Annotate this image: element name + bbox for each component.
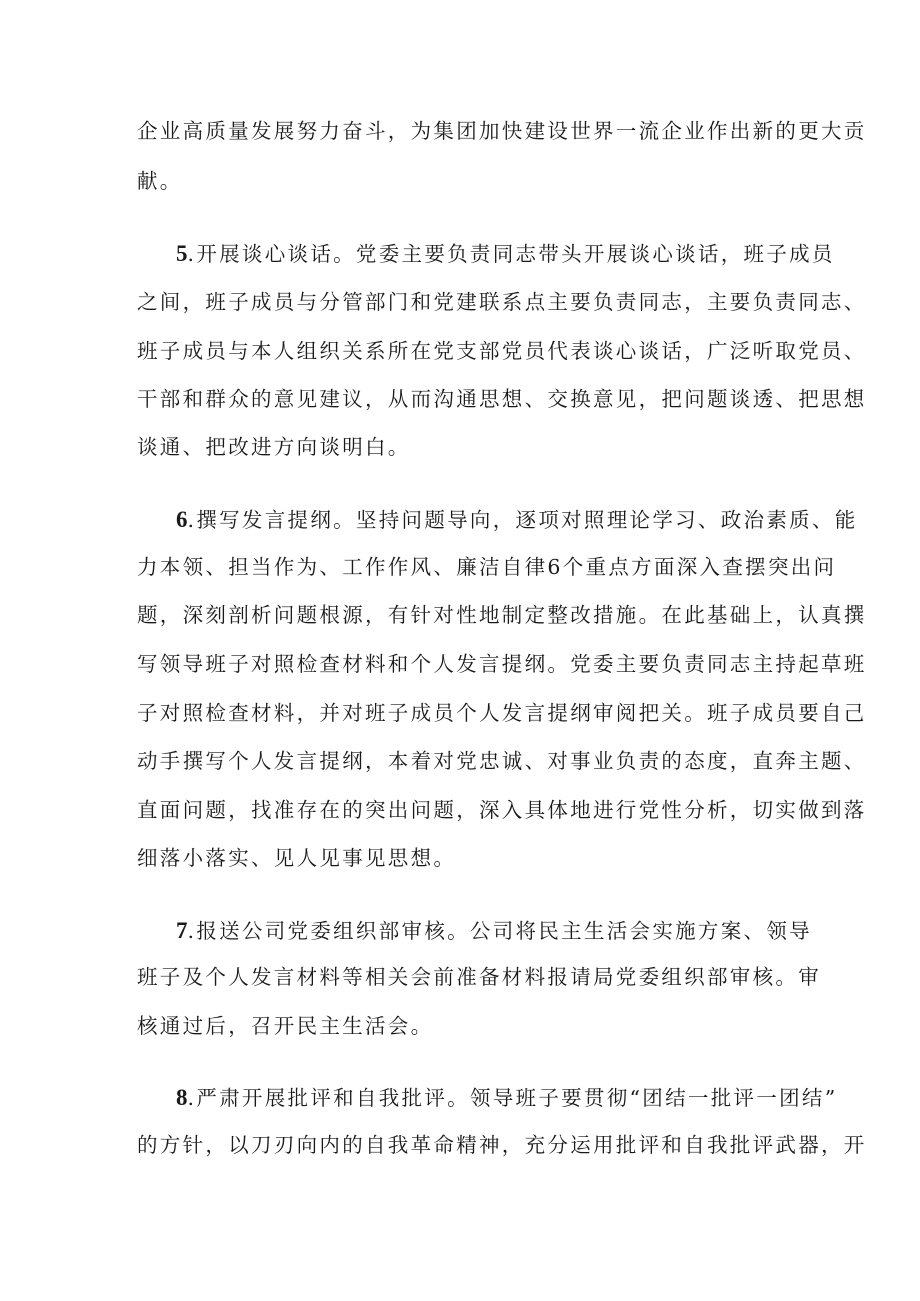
text-line: 谈通、把改进方向谈明白。 bbox=[137, 435, 411, 459]
text-line: 力本领、担当作为、工作作风、廉洁自律6个重点方面深入查摆突出问 bbox=[137, 555, 837, 579]
section-number: 5 bbox=[176, 241, 188, 266]
text-line: 班子及个人发言材料等相关会前准备材料报请局党委组织部审核。审 bbox=[137, 965, 821, 989]
text-line: 干部和群众的意见建议，从而沟通思想、交换意见，把问题谈透、把思想 bbox=[137, 387, 867, 411]
text-line: 献。 bbox=[137, 169, 183, 193]
section-heading-line: 7.报送公司党委组织部审核。公司将民主生活会实施方案、领导 bbox=[176, 918, 812, 943]
text-line: 之间，班子成员与分管部门和党建联系点主要负责同志，主要负责同志、 bbox=[137, 290, 867, 314]
section-number: 6 bbox=[176, 507, 188, 532]
section-heading-line: 5.开展谈心谈话。党委主要负责同志带头开展谈心谈话，班子成员 bbox=[176, 241, 835, 266]
section-number: 7 bbox=[176, 918, 188, 943]
text-line: 的方针，以刀刃向内的自我革命精神，充分运用批评和自我批评武器，开 bbox=[137, 1133, 867, 1157]
text-line: 班子成员与本人组织关系所在党支部党员代表谈心谈话，广泛听取党员、 bbox=[137, 339, 867, 363]
text-line: 直面问题，找准存在的突出问题，深入具体地进行党性分析，切实做到落 bbox=[137, 798, 867, 822]
text-line: 题，深刻剖析问题根源，有针对性地制定整改措施。在此基础上，认真撰 bbox=[137, 603, 867, 627]
text-line: 子对照检查材料，并对班子成员个人发言提纲审阅把关。班子成员要自己 bbox=[137, 701, 867, 725]
text-line: 细落小落实、见人见事见思想。 bbox=[137, 846, 457, 870]
text-line: 写领导班子对照检查材料和个人发言提纲。党委主要负责同志主持起草班 bbox=[137, 652, 867, 676]
text-line: 动手撰写个人发言提纲，本着对党忠诚、对事业负责的态度，直奔主题、 bbox=[137, 749, 867, 773]
section-heading-line: 8.严肃开展批评和自我批评。领导班子要贯彻“团结一批评一团结” bbox=[176, 1085, 838, 1110]
section-number: 8 bbox=[176, 1085, 188, 1110]
text-line: 核通过后，召开民主生活会。 bbox=[137, 1014, 434, 1038]
section-heading-line: 6.撰写发言提纲。坚持问题导向，逐项对照理论学习、政治素质、能 bbox=[176, 507, 858, 532]
text-line: 企业高质量发展努力奋斗，为集团加快建设世界一流企业作出新的更大贡 bbox=[137, 119, 867, 143]
